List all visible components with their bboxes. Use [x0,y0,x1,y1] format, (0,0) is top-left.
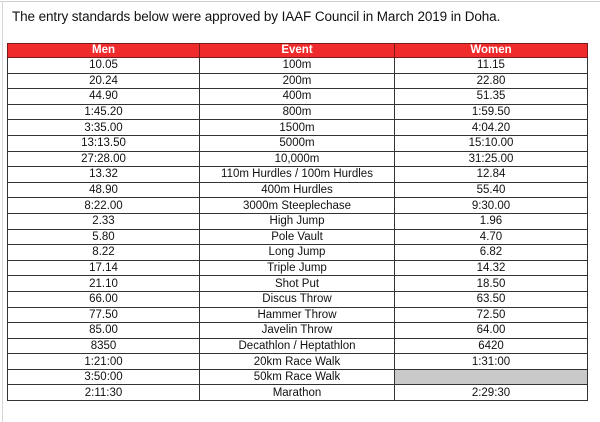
cell-event: Discus Throw [200,291,395,307]
entry-standards-table [7,43,588,401]
cell-event: 800m [200,104,395,120]
header-women: Women [395,44,588,58]
table-row [8,58,588,74]
cell-event: Marathon [200,385,395,401]
cell-event: Hammer Throw [200,307,395,323]
table-row [8,182,588,198]
cell-event: 3000m Steeplechase [200,198,395,214]
cell-women: 12.84 [395,167,588,183]
cell-men: 27:28.00 [8,151,200,167]
table-row [8,307,588,323]
table-row [8,338,588,354]
cell-women: 31:25.00 [395,151,588,167]
table-row [8,385,588,401]
cell-men: 10.05 [8,58,200,74]
table-row [8,89,588,105]
cell-women: 22.80 [395,73,588,89]
table-row [8,291,588,307]
cell-men: 1:45.20 [8,104,200,120]
cell-men: 8.22 [8,245,200,261]
cell-event: Long Jump [200,245,395,261]
cell-event: 110m Hurdles / 100m Hurdles [200,167,395,183]
cell-event: 5000m [200,135,395,151]
table-row [8,276,588,292]
table-row [8,213,588,229]
cell-women: 63.50 [395,291,588,307]
cell-event: 400m Hurdles [200,182,395,198]
cell-women: 9:30.00 [395,198,588,214]
table-body [8,58,588,401]
cell-men: 21.10 [8,276,200,292]
table-row [8,120,588,136]
cell-women: 1:59.50 [395,104,588,120]
table-row [8,167,588,183]
cell-event: Decathlon / Heptathlon [200,338,395,354]
cell-event: 100m [200,58,395,74]
table-row [8,135,588,151]
cell-men: 2:11:30 [8,385,200,401]
cell-men: 8:22.00 [8,198,200,214]
cell-men: 5.80 [8,229,200,245]
cell-women: 14.32 [395,260,588,276]
table-row [8,229,588,245]
cell-women: 6420 [395,338,588,354]
cell-men: 66.00 [8,291,200,307]
cell-event: Javelin Throw [200,323,395,339]
cell-event: 1500m [200,120,395,136]
cell-event: Triple Jump [200,260,395,276]
cell-women: 4:04.20 [395,120,588,136]
cell-women: 15:10.00 [395,135,588,151]
cell-men: 20.24 [8,73,200,89]
cell-event: Shot Put [200,276,395,292]
cell-women: 64.00 [395,323,588,339]
cell-women: 1.96 [395,213,588,229]
cell-event: Pole Vault [200,229,395,245]
cell-men: 2.33 [8,213,200,229]
cell-women: 6.82 [395,245,588,261]
cell-event: 400m [200,89,395,105]
cell-women: 1:31:00 [395,354,588,370]
cell-men: 3:35.00 [8,120,200,136]
caption: The entry standards below were approved by IAAF Council in March 2019 in Doha. [12,9,501,24]
cell-men: 48.90 [8,182,200,198]
table-row [8,245,588,261]
cell-women: 4.70 [395,229,588,245]
cell-men: 44.90 [8,89,200,105]
cell-men: 17.14 [8,260,200,276]
cell-men: 3:50:00 [8,369,200,385]
cell-event: 50km Race Walk [200,369,395,385]
cell-women: 11.15 [395,58,588,74]
top-border [0,1,600,2]
table-row [8,104,588,120]
cell-women: 51.35 [395,89,588,105]
cell-men: 1:21:00 [8,354,200,370]
table-row [8,354,588,370]
left-border [2,1,3,422]
cell-men: 13:13.50 [8,135,200,151]
table-row [8,323,588,339]
cell-event: High Jump [200,213,395,229]
table-row [8,73,588,89]
table-row [8,151,588,167]
cell-women: 55.40 [395,182,588,198]
header-event: Event [200,44,395,58]
cell-men: 85.00 [8,323,200,339]
table-row [8,369,588,385]
cell-event: 10,000m [200,151,395,167]
cell-event: 200m [200,73,395,89]
cell-women: 72.50 [395,307,588,323]
header-men: Men [8,44,200,58]
table-row [8,198,588,214]
cell-women: 2:29:30 [395,385,588,401]
header-row [8,44,588,58]
cell-men: 77.50 [8,307,200,323]
cell-men: 13.32 [8,167,200,183]
cell-event: 20km Race Walk [200,354,395,370]
cell-men: 8350 [8,338,200,354]
cell-women [395,369,588,385]
table-row [8,260,588,276]
cell-women: 18.50 [395,276,588,292]
